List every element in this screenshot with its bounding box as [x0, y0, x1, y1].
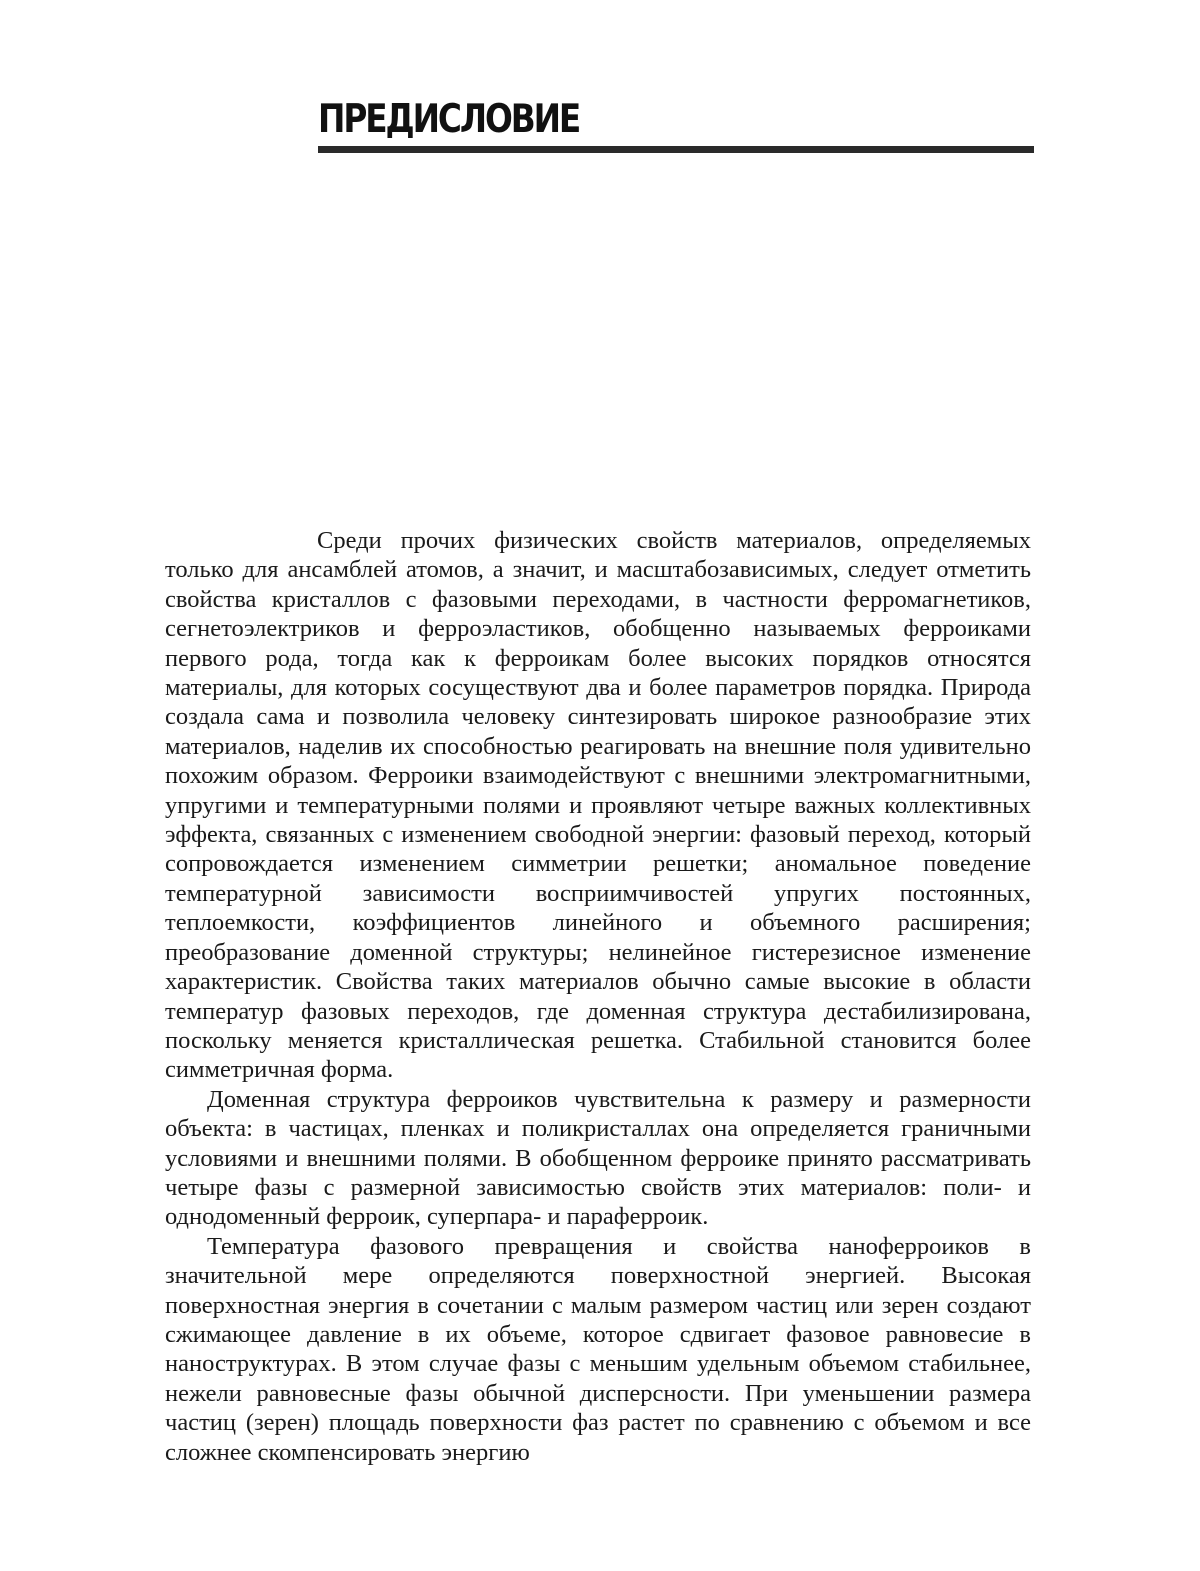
preface-body [165, 526, 1031, 1467]
paragraph-1: Среди прочих физических свойств материалов, определяемых только для ансамблей атомов, а значит, и масштабозависимых, следует отметить свойства кристаллов с фазовыми переходами, в частности ферромагнетиков, сегнетоэлектриков и ферроэластиков, обобщенно называемых ферроиками первого рода, тогда как к ферроикам более высоких порядков относятся материалы, для которых сосуществуют два и более параметров порядка. Природа создала сама и позволила человеку синтезировать широкое разнообразие этих материалов, наделив их способностью реагировать на внешние поля удивительно похожим образом. Ферроики взаимодействуют с внешними электромагнитными, упругими и температурными полями и проявляют четыре важных коллективных эффекта, связанных с изменением свободной энергии: фазовый переход, который сопровождается изменением симметрии решетки; аномальное поведение температурной зависимости восприимчивостей упругих постоянных, теплоемкости, коэффициентов линейного и объемного расширения; преобразование доменной структуры; нелинейное гистерезисное изменение характеристик. Свойства таких материалов обычно самые высокие в области температур фазовых переходов, где доменная структура дестабилизирована, поскольку меняется кристаллическая решетка. Стабильной становится более симметричная форма. [165, 527, 1031, 1084]
chapter-title: ПРЕДИСЛОВИЕ [318, 97, 580, 142]
paragraph-2: Доменная структура ферроиков чувствительна к размеру и размерности объекта: в частицах, пленках и поликристаллах она определяется граничными условиями и внешними полями. В обобщенном ферроике принято рассматривать четыре фазы с размерной зависимостью свойств этих материалов: поли- и однодоменный ферроик, суперпара- и параферроик. [165, 1085, 1031, 1231]
title-underline-rule [318, 146, 1034, 153]
paragraph-3: Температура фазового превращения и свойства наноферроиков в значительной мере определяются поверхностной энергией. Высокая поверхностная энергия в сочетании с малым размером частиц или зерен создают сжимающее давление в их объеме, которое сдвигает фазовое равновесие в наноструктурах. В этом случае фазы с меньшим удельным объемом стабильнее, нежели равновесные фазы обычной дисперсности. При уменьшении размера частиц (зерен) площадь поверхности фаз растет по сравнению с объемом и все сложнее скомпенсировать энергию [165, 1232, 1031, 1466]
